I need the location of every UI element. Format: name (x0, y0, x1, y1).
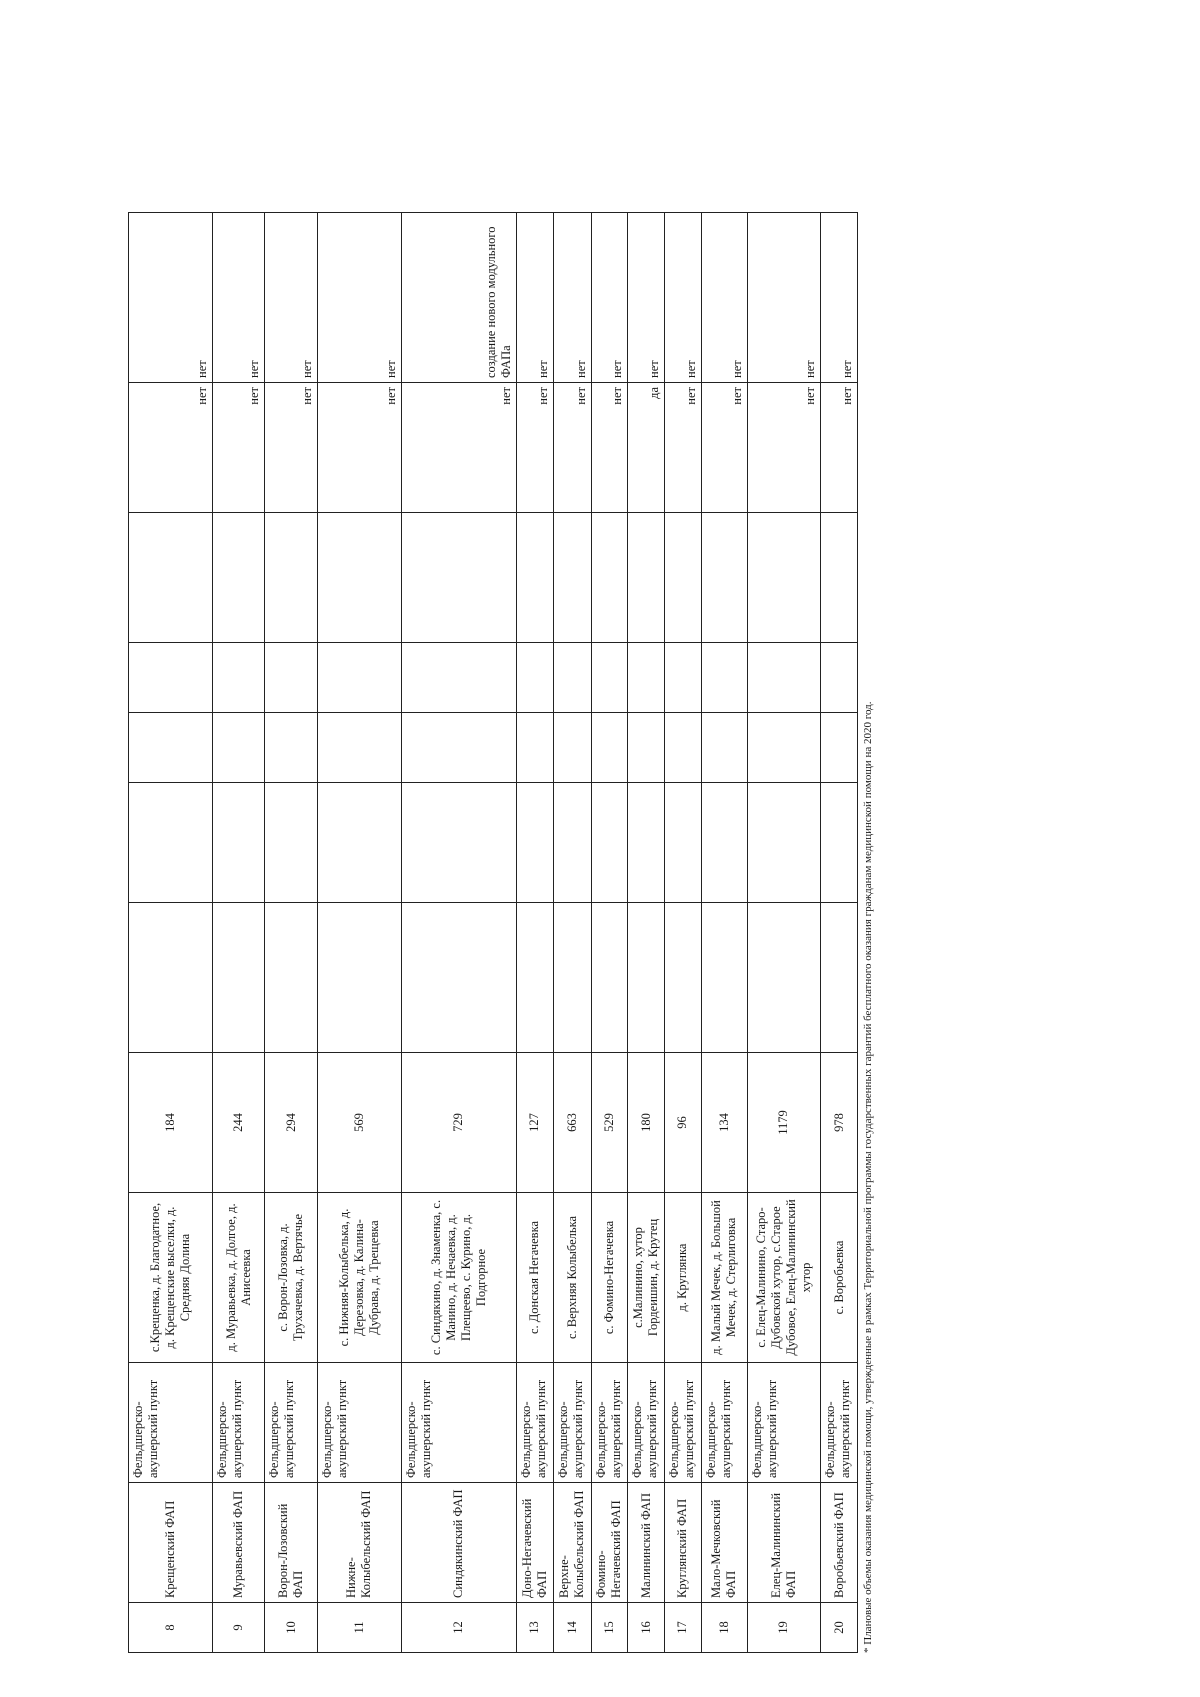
settlements: с. Ворон-Лозовка, д. Трухачевка, д. Вертячье (265, 1193, 317, 1363)
empty-cell (553, 513, 591, 643)
row-number: 11 (317, 1603, 401, 1653)
flag-cell-a: нет (517, 383, 554, 513)
settlements: с. Фомино-Негачевка (591, 1193, 628, 1363)
row-number: 14 (553, 1603, 591, 1653)
table-row (129, 213, 213, 1653)
empty-cell (664, 643, 701, 713)
row-number: 17 (664, 1603, 701, 1653)
flag-cell-b: нет (265, 213, 317, 383)
flag-cell-b: нет (664, 213, 701, 383)
flag-cell-b: нет (517, 213, 554, 383)
flag-cell-b: нет (628, 213, 665, 383)
empty-cell (317, 513, 401, 643)
empty-cell (401, 643, 516, 713)
row-number: 13 (517, 1603, 554, 1653)
empty-cell (129, 783, 213, 903)
facility-name: Верхне-Колыбельский ФАП (553, 1483, 591, 1603)
facility-name: Елец-Малининский ФАП (747, 1483, 820, 1603)
empty-cell (591, 713, 628, 783)
facility-type: Фельдшерско-акушерский пункт (701, 1363, 747, 1483)
empty-cell (317, 643, 401, 713)
facility-type: Фельдшерско-акушерский пункт (628, 1363, 665, 1483)
empty-cell (517, 783, 554, 903)
empty-cell (517, 643, 554, 713)
empty-cell (664, 713, 701, 783)
flag-cell-b: создание нового модульного ФАПа (401, 213, 516, 383)
flag-cell-a: нет (591, 383, 628, 513)
flag-cell-b: нет (129, 213, 213, 383)
empty-cell (821, 643, 858, 713)
empty-cell (664, 903, 701, 1053)
empty-cell (553, 903, 591, 1053)
population: 127 (517, 1053, 554, 1193)
empty-cell (664, 783, 701, 903)
facility-name: Доно-Негачевский ФАП (517, 1483, 554, 1603)
empty-cell (317, 783, 401, 903)
table-row (821, 213, 858, 1653)
empty-cell (701, 513, 747, 643)
empty-cell (265, 713, 317, 783)
empty-cell (129, 713, 213, 783)
population: 569 (317, 1053, 401, 1193)
facilities-table (128, 212, 858, 1653)
population: 180 (628, 1053, 665, 1193)
empty-cell (628, 783, 665, 903)
empty-cell (553, 643, 591, 713)
empty-cell (212, 643, 264, 713)
empty-cell (401, 713, 516, 783)
empty-cell (821, 513, 858, 643)
empty-cell (821, 783, 858, 903)
flag-cell-b: нет (701, 213, 747, 383)
row-number: 12 (401, 1603, 516, 1653)
empty-cell (212, 713, 264, 783)
population: 96 (664, 1053, 701, 1193)
empty-cell (591, 513, 628, 643)
facility-name: Крещенский ФАП (129, 1483, 213, 1603)
facility-type: Фельдшерско-акушерский пункт (212, 1363, 264, 1483)
empty-cell (129, 903, 213, 1053)
empty-cell (553, 783, 591, 903)
empty-cell (701, 903, 747, 1053)
facility-type: Фельдшерско-акушерский пункт (265, 1363, 317, 1483)
row-number: 9 (212, 1603, 264, 1653)
row-number: 10 (265, 1603, 317, 1653)
row-number: 19 (747, 1603, 820, 1653)
footnote: * Плановые объемы оказания медицинской помощи, утвержденные в рамках Территориальной программы государственных гарантий бесплатного оказания гражданам медицинской помощи на 2020 год. (862, 701, 874, 1653)
facility-name: Муравьевский ФАП (212, 1483, 264, 1603)
table-row (317, 213, 401, 1653)
settlements: д. Муравьевка, д. Долгое, д. Анисеевка (212, 1193, 264, 1363)
empty-cell (317, 713, 401, 783)
facility-name: Ворон-Лозовский ФАП (265, 1483, 317, 1603)
flag-cell-a: да (628, 383, 665, 513)
flag-cell-b: нет (553, 213, 591, 383)
facility-type: Фельдшерско-акушерский пункт (821, 1363, 858, 1483)
population: 729 (401, 1053, 516, 1193)
empty-cell (401, 513, 516, 643)
facility-type: Фельдшерско-акушерский пункт (664, 1363, 701, 1483)
empty-cell (517, 903, 554, 1053)
table-row (265, 213, 317, 1653)
table-row (517, 213, 554, 1653)
empty-cell (628, 713, 665, 783)
settlements: с. Донская Негачевка (517, 1193, 554, 1363)
facility-name: Синдякинский ФАП (401, 1483, 516, 1603)
facility-name: Нижне-Колыбельский ФАП (317, 1483, 401, 1603)
empty-cell (129, 513, 213, 643)
empty-cell (747, 713, 820, 783)
flag-cell-b: нет (317, 213, 401, 383)
empty-cell (628, 643, 665, 713)
facility-name: Малининский ФАП (628, 1483, 665, 1603)
settlements: с. Синдякино, д. Знаменка, с. Манино, д. Нечаевка, д. Плещеево, с. Курино, д. Подгорное (401, 1193, 516, 1363)
empty-cell (212, 513, 264, 643)
empty-cell (591, 783, 628, 903)
settlements: с. Верхняя Колыбелька (553, 1193, 591, 1363)
settlements: с.Малинино, хутор Гордеишин, д. Крутец (628, 1193, 665, 1363)
population: 529 (591, 1053, 628, 1193)
facility-name: Круглянский ФАП (664, 1483, 701, 1603)
empty-cell (265, 513, 317, 643)
empty-cell (747, 513, 820, 643)
empty-cell (747, 783, 820, 903)
empty-cell (317, 903, 401, 1053)
settlements: с. Нижняя-Колыбелька, д. Дерезовка, д. Калина-Дубрава, д. Трещевка (317, 1193, 401, 1363)
empty-cell (212, 903, 264, 1053)
rotated-page (128, 213, 888, 1653)
population: 134 (701, 1053, 747, 1193)
row-number: 8 (129, 1603, 213, 1653)
empty-cell (553, 713, 591, 783)
population: 244 (212, 1053, 264, 1193)
facility-type: Фельдшерско-акушерский пункт (129, 1363, 213, 1483)
flag-cell-a: нет (265, 383, 317, 513)
empty-cell (701, 783, 747, 903)
empty-cell (517, 513, 554, 643)
facility-type: Фельдшерско-акушерский пункт (517, 1363, 554, 1483)
facility-name: Воробьевский ФАП (821, 1483, 858, 1603)
empty-cell (591, 903, 628, 1053)
empty-cell (747, 643, 820, 713)
flag-cell-a: нет (701, 383, 747, 513)
flag-cell-a: нет (664, 383, 701, 513)
empty-cell (664, 513, 701, 643)
table-body (129, 213, 858, 1653)
empty-cell (517, 713, 554, 783)
settlements: д. Круглянка (664, 1193, 701, 1363)
empty-cell (628, 903, 665, 1053)
flag-cell-a: нет (821, 383, 858, 513)
facility-name: Фомино-Негачевский ФАП (591, 1483, 628, 1603)
facility-type: Фельдшерско-акушерский пункт (591, 1363, 628, 1483)
facility-type: Фельдшерско-акушерский пункт (401, 1363, 516, 1483)
empty-cell (701, 713, 747, 783)
empty-cell (747, 903, 820, 1053)
flag-cell-b: нет (821, 213, 858, 383)
empty-cell (265, 903, 317, 1053)
facility-type: Фельдшерско-акушерский пункт (747, 1363, 820, 1483)
table-row (212, 213, 264, 1653)
population: 978 (821, 1053, 858, 1193)
empty-cell (265, 643, 317, 713)
table-row (591, 213, 628, 1653)
settlements: с. Воробьевка (821, 1193, 858, 1363)
flag-cell-b: нет (212, 213, 264, 383)
table-row (664, 213, 701, 1653)
empty-cell (129, 643, 213, 713)
table-row (628, 213, 665, 1653)
empty-cell (821, 713, 858, 783)
empty-cell (591, 643, 628, 713)
flag-cell-b: нет (591, 213, 628, 383)
flag-cell-a: нет (129, 383, 213, 513)
empty-cell (212, 783, 264, 903)
population: 184 (129, 1053, 213, 1193)
settlements: д. Малый Мечек, д. Большой Мечек, д. Стерлиговка (701, 1193, 747, 1363)
row-number: 15 (591, 1603, 628, 1653)
empty-cell (401, 903, 516, 1053)
facility-name: Мало-Мечковский ФАП (701, 1483, 747, 1603)
empty-cell (701, 643, 747, 713)
table-row (553, 213, 591, 1653)
empty-cell (821, 903, 858, 1053)
flag-cell-a: нет (212, 383, 264, 513)
empty-cell (628, 513, 665, 643)
flag-cell-a: нет (553, 383, 591, 513)
settlements: с. Елец-Малинино, Старо-Дубовской хутор, с.Старое Дубовое, Елец-Малининский хутор (747, 1193, 820, 1363)
facility-type: Фельдшерско-акушерский пункт (317, 1363, 401, 1483)
settlements: с.Крещенка, д. Благодатное, д. Крещенские выселки, д. Средняя Долина (129, 1193, 213, 1363)
table-row (701, 213, 747, 1653)
flag-cell-a: нет (317, 383, 401, 513)
row-number: 18 (701, 1603, 747, 1653)
flag-cell-a: нет (401, 383, 516, 513)
flag-cell-a: нет (747, 383, 820, 513)
population: 294 (265, 1053, 317, 1193)
row-number: 16 (628, 1603, 665, 1653)
empty-cell (401, 783, 516, 903)
table-row (401, 213, 516, 1653)
facility-type: Фельдшерско-акушерский пункт (553, 1363, 591, 1483)
population: 1179 (747, 1053, 820, 1193)
population: 663 (553, 1053, 591, 1193)
table-row (747, 213, 820, 1653)
flag-cell-b: нет (747, 213, 820, 383)
row-number: 20 (821, 1603, 858, 1653)
empty-cell (265, 783, 317, 903)
